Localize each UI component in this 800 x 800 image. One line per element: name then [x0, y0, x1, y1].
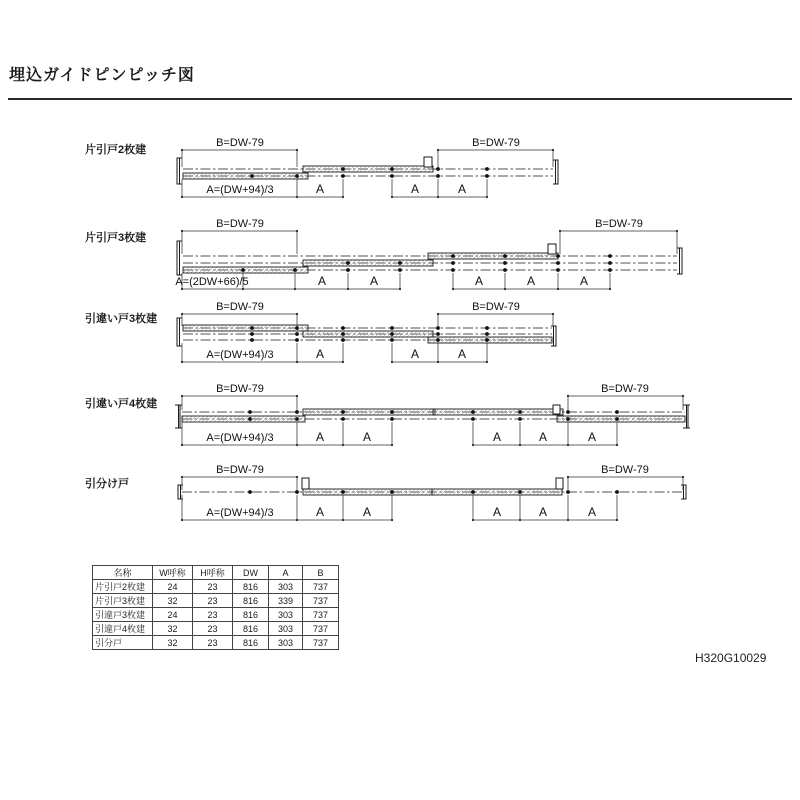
cell-h: 23	[193, 636, 233, 650]
table-row	[93, 594, 339, 608]
guide-pin-dot	[295, 332, 299, 336]
col-header-h: H呼称	[193, 566, 233, 580]
spec-table-header-row	[93, 566, 339, 580]
dim-tick-dot	[399, 288, 401, 290]
row-label-hikichigaido-3mai: 引違い戸3枚建	[85, 313, 158, 325]
guide-pin-dot	[390, 332, 394, 336]
guide-pin-dot	[471, 410, 475, 414]
guide-pin-dot	[566, 410, 570, 414]
dimension-label-a: A=(DW+94)/3	[206, 432, 274, 444]
dimension-label-a: A	[362, 505, 372, 519]
guide-pin-dot	[471, 490, 475, 494]
dimension-label-a: A	[315, 430, 325, 444]
guide-pin-dot	[341, 338, 345, 342]
dimension-label-b: B=DW-79	[216, 464, 264, 476]
dim-tick-dot	[342, 519, 344, 521]
dimension-label-a: A	[587, 505, 597, 519]
dim-tick-dot	[437, 361, 439, 363]
dimension-label-a: A	[315, 505, 325, 519]
dim-tick-dot	[472, 444, 474, 446]
dim-end-dot	[552, 313, 554, 315]
frame-bracket-right	[677, 248, 682, 274]
dim-tick-dot	[296, 444, 298, 446]
guide-pin-dot	[436, 332, 440, 336]
dim-end-dot	[296, 395, 298, 397]
cell-h: 23	[193, 608, 233, 622]
cell-b: 737	[303, 594, 339, 608]
cell-a: 303	[269, 636, 303, 650]
frame-bracket-left	[175, 405, 182, 428]
guide-pin-dot	[503, 268, 507, 272]
door-panel	[303, 489, 432, 495]
door-panel	[432, 489, 562, 495]
guide-pin-dot	[295, 417, 299, 421]
cell-dw: 816	[233, 622, 269, 636]
table-row	[93, 622, 339, 636]
dim-tick-dot	[557, 288, 559, 290]
guide-pin-dot	[436, 326, 440, 330]
dim-tick-dot	[342, 444, 344, 446]
dimension-label-b: B=DW-79	[595, 218, 643, 230]
dimension-label-a: A	[410, 182, 420, 196]
cell-w: 24	[153, 608, 193, 622]
cell-h: 23	[193, 594, 233, 608]
dim-end-dot	[181, 395, 183, 397]
cell-name: 片引戸2枚建	[93, 580, 153, 594]
row-label-katabikido-2mai: 片引戸2枚建	[85, 144, 147, 156]
dim-end-dot	[296, 476, 298, 478]
dim-tick-dot	[294, 288, 296, 290]
dimension-label-a: A	[579, 274, 589, 288]
guide-pin-dot	[556, 268, 560, 272]
dimension-label-b: B=DW-79	[216, 383, 264, 395]
guide-pin-dot	[615, 490, 619, 494]
dim-end-dot	[559, 230, 561, 232]
frame-bracket-left	[177, 158, 182, 184]
stopper-block	[548, 244, 556, 254]
guide-pin-dot	[390, 417, 394, 421]
dim-tick-dot	[181, 361, 183, 363]
guide-pin-dot	[485, 167, 489, 171]
guide-pin-dot	[503, 254, 507, 258]
guide-pin-dot	[250, 338, 254, 342]
guide-pin-dot	[485, 174, 489, 178]
dim-tick-dot	[486, 196, 488, 198]
dim-end-dot	[567, 395, 569, 397]
col-header-b: B	[303, 566, 339, 580]
guide-pin-dot	[608, 261, 612, 265]
cell-name: 引分戸	[93, 636, 153, 650]
dim-end-dot	[437, 149, 439, 151]
door-panel	[303, 166, 433, 172]
frame-bracket-left	[177, 318, 182, 346]
spec-table	[92, 565, 339, 650]
dim-tick-dot	[296, 196, 298, 198]
cell-dw: 816	[233, 608, 269, 622]
dimension-label-a: A	[526, 274, 536, 288]
col-header-a: A	[269, 566, 303, 580]
guide-pin-dot	[295, 326, 299, 330]
diagram-hikiwakedo	[178, 464, 686, 521]
table-row	[93, 608, 339, 622]
guide-pin-dot	[390, 410, 394, 414]
col-header-dw: DW	[233, 566, 269, 580]
dim-tick-dot	[609, 288, 611, 290]
guide-pin-dot	[250, 326, 254, 330]
guide-pin-dot	[390, 167, 394, 171]
dim-end-dot	[296, 313, 298, 315]
guide-pin-dot	[471, 417, 475, 421]
cell-w: 24	[153, 580, 193, 594]
guide-pin-dot	[485, 332, 489, 336]
dimension-label-a: A	[492, 430, 502, 444]
dimension-label-b: B=DW-79	[601, 383, 649, 395]
guide-pin-dot	[341, 326, 345, 330]
guide-pin-dot	[250, 174, 254, 178]
dim-end-dot	[682, 395, 684, 397]
guide-pin-dot	[248, 410, 252, 414]
row-label-hikiwakedo: 引分け戸	[85, 478, 129, 490]
dim-tick-dot	[391, 361, 393, 363]
dim-end-dot	[296, 149, 298, 151]
dim-tick-dot	[391, 519, 393, 521]
dimension-label-a: A	[315, 182, 325, 196]
stopper-block	[424, 157, 432, 167]
door-panel	[428, 337, 552, 343]
dim-tick-dot	[472, 519, 474, 521]
cell-b: 737	[303, 622, 339, 636]
dimension-label-b: B=DW-79	[216, 301, 264, 313]
frame-bracket-left	[177, 241, 182, 275]
door-panel	[428, 253, 558, 259]
guide-pin-dot	[556, 261, 560, 265]
guide-pin-dot	[566, 417, 570, 421]
dim-tick-dot	[486, 361, 488, 363]
guide-pin-dot	[503, 261, 507, 265]
dim-end-dot	[552, 149, 554, 151]
diagram-hikichigaido-3mai	[177, 301, 556, 363]
dimension-label-a: A=(DW+94)/3	[206, 349, 274, 361]
document-number: H320G10029	[695, 651, 767, 665]
guide-pin-dot	[398, 268, 402, 272]
guide-pin-dot	[451, 268, 455, 272]
guide-pin-dot	[341, 332, 345, 336]
dimension-label-a: A	[474, 274, 484, 288]
door-panel	[303, 260, 433, 266]
guide-pin-dot	[436, 338, 440, 342]
diagram-katabikido-3mai	[175, 218, 682, 290]
door-panel	[183, 173, 308, 179]
dim-tick-dot	[296, 519, 298, 521]
guide-pin-dot	[451, 254, 455, 258]
dim-end-dot	[181, 149, 183, 151]
guide-pin-dot	[346, 261, 350, 265]
cell-w: 32	[153, 622, 193, 636]
dimension-label-a: A	[369, 274, 379, 288]
table-row	[93, 580, 339, 594]
guide-pin-dot	[341, 410, 345, 414]
dim-end-dot	[181, 313, 183, 315]
guide-pin-dot	[295, 338, 299, 342]
dim-tick-dot	[342, 196, 344, 198]
dim-tick-dot	[437, 196, 439, 198]
guide-pin-dot	[485, 338, 489, 342]
guide-pin-dot	[398, 261, 402, 265]
guide-pin-dot	[518, 417, 522, 421]
guide-pin-dot	[436, 167, 440, 171]
dimension-label-b: B=DW-79	[216, 218, 264, 230]
dim-end-dot	[296, 230, 298, 232]
dim-tick-dot	[242, 288, 244, 290]
dim-tick-dot	[616, 519, 618, 521]
cell-a: 303	[269, 622, 303, 636]
guide-pin-dot	[390, 174, 394, 178]
dim-tick-dot	[391, 196, 393, 198]
dim-tick-dot	[296, 361, 298, 363]
guide-pin-dot	[293, 268, 297, 272]
frame-bracket-right	[553, 160, 558, 184]
dimension-label-a: A	[538, 505, 548, 519]
dim-end-dot	[181, 476, 183, 478]
guide-pin-dot	[608, 254, 612, 258]
dim-tick-dot	[342, 361, 344, 363]
dimension-label-b: B=DW-79	[472, 301, 520, 313]
cell-b: 737	[303, 580, 339, 594]
dimension-label-b: B=DW-79	[472, 137, 520, 149]
guide-pin-dot	[241, 268, 245, 272]
table-row	[93, 636, 339, 650]
door-panel	[182, 416, 305, 422]
dimension-label-a: A=(DW+94)/3	[206, 184, 274, 196]
guide-pin-dot	[341, 174, 345, 178]
row-label-katabikido-3mai: 片引戸3枚建	[85, 232, 147, 244]
guide-pin-dot	[390, 490, 394, 494]
dimension-label-a: A=(2DW+66)/5	[175, 276, 249, 288]
cell-name: 引違戸4枚建	[93, 622, 153, 636]
dimension-label-a: A	[587, 430, 597, 444]
diagram-katabikido-2mai	[177, 137, 558, 198]
guide-pin-dot	[346, 268, 350, 272]
guide-pin-dot	[518, 490, 522, 494]
row-label-hikichigaido-4mai: 引違い戸4枚建	[85, 398, 158, 410]
guide-pin-dot	[295, 174, 299, 178]
cell-a: 303	[269, 608, 303, 622]
guide-pin-dot	[341, 417, 345, 421]
guide-pin-dot	[436, 174, 440, 178]
dim-tick-dot	[181, 519, 183, 521]
dim-tick-dot	[519, 444, 521, 446]
dimension-label-a: A	[457, 347, 467, 361]
dim-tick-dot	[391, 444, 393, 446]
cell-h: 23	[193, 622, 233, 636]
cell-a: 339	[269, 594, 303, 608]
dimension-label-a: A	[492, 505, 502, 519]
cell-a: 303	[269, 580, 303, 594]
dimension-label-a: A	[315, 347, 325, 361]
dim-end-dot	[567, 476, 569, 478]
dimension-label-a: A	[457, 182, 467, 196]
cell-dw: 816	[233, 636, 269, 650]
guide-pin-dot	[248, 417, 252, 421]
dim-tick-dot	[181, 196, 183, 198]
guide-pin-dot	[451, 261, 455, 265]
door-panel	[433, 409, 563, 415]
dim-end-dot	[682, 476, 684, 478]
dim-tick-dot	[181, 444, 183, 446]
dim-end-dot	[437, 313, 439, 315]
stopper-block	[556, 478, 563, 489]
dim-tick-dot	[347, 288, 349, 290]
dimension-label-a: A	[317, 274, 327, 288]
guide-pin-dot	[295, 490, 299, 494]
guide-pin-dot	[485, 326, 489, 330]
dim-tick-dot	[452, 288, 454, 290]
guide-pin-dot	[341, 490, 345, 494]
dim-tick-dot	[181, 288, 183, 290]
guide-pin-dot	[566, 490, 570, 494]
cell-b: 737	[303, 608, 339, 622]
dimension-label-b: B=DW-79	[216, 137, 264, 149]
dim-tick-dot	[616, 444, 618, 446]
dim-end-dot	[676, 230, 678, 232]
guide-pin-dot	[556, 254, 560, 258]
guide-pin-dot	[390, 338, 394, 342]
guide-pin-dot	[615, 417, 619, 421]
guide-pin-dot	[248, 490, 252, 494]
page-title: 埋込ガイドピンピッチ図	[9, 67, 195, 84]
cell-w: 32	[153, 636, 193, 650]
door-panel	[557, 416, 685, 422]
guide-pin-dot	[615, 410, 619, 414]
cell-h: 23	[193, 580, 233, 594]
door-panel	[303, 331, 433, 337]
guide-pin-dot	[608, 268, 612, 272]
dimension-label-a: A	[538, 430, 548, 444]
dim-tick-dot	[567, 444, 569, 446]
guide-pin-dot	[295, 410, 299, 414]
dim-end-dot	[181, 230, 183, 232]
dimension-label-b: B=DW-79	[601, 464, 649, 476]
guide-pin-dot	[250, 332, 254, 336]
col-header-name: 名称	[93, 566, 153, 580]
cell-dw: 816	[233, 594, 269, 608]
dim-tick-dot	[504, 288, 506, 290]
guide-pin-dot	[518, 410, 522, 414]
dimension-label-a: A	[410, 347, 420, 361]
door-panel	[183, 267, 308, 273]
door-panel	[183, 325, 308, 331]
guide-pin-dot	[341, 167, 345, 171]
diagram-hikichigaido-4mai	[175, 383, 690, 446]
col-header-w: W呼称	[153, 566, 193, 580]
cell-b: 737	[303, 636, 339, 650]
stopper-block	[302, 478, 309, 489]
cell-name: 引違戸3枚建	[93, 608, 153, 622]
dim-tick-dot	[567, 519, 569, 521]
dimension-label-a: A=(DW+94)/3	[206, 507, 274, 519]
cell-dw: 816	[233, 580, 269, 594]
cell-w: 32	[153, 594, 193, 608]
stopper-block	[553, 405, 560, 414]
door-panel	[303, 409, 435, 415]
guide-pin-dot	[390, 326, 394, 330]
dim-tick-dot	[519, 519, 521, 521]
cell-name: 片引戸3枚建	[93, 594, 153, 608]
dimension-label-a: A	[362, 430, 372, 444]
